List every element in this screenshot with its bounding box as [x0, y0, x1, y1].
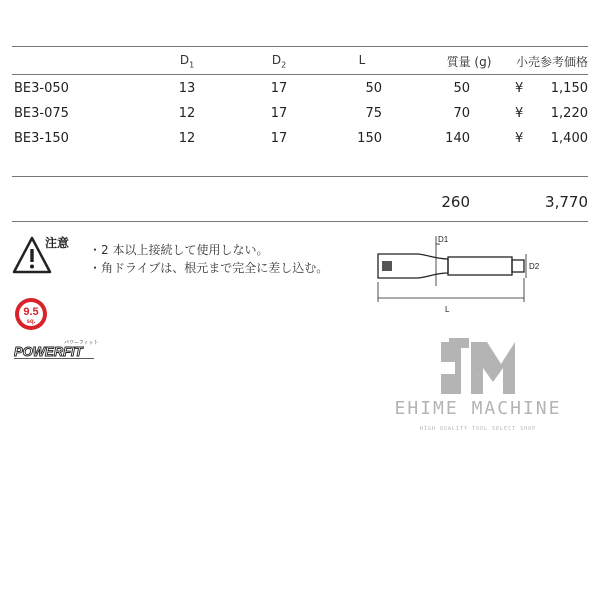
caution-note: ・角ドライブは、根元まで完全に差し込む。 [89, 261, 329, 275]
brand-name: EHIME MACHINE [394, 398, 562, 419]
model-cell: BE3-150 [14, 131, 69, 146]
model-cell: BE3-075 [14, 106, 69, 121]
length-cell: 50 [365, 81, 382, 96]
weight-cell: 140 [445, 131, 470, 146]
table-row [12, 104, 588, 126]
d1-cell: 12 [178, 106, 196, 121]
d1-cell: 13 [178, 81, 196, 96]
table-row [12, 79, 588, 101]
d2-cell: 17 [270, 106, 288, 121]
yen-sign: ¥ [515, 81, 524, 96]
table-row [12, 129, 588, 151]
caution-title: 注意 [45, 236, 70, 250]
table-total-rule [12, 221, 588, 222]
brand-tagline: HIGH QUALITY TOOL SELECT SHOP [419, 426, 537, 432]
d2-cell: 17 [270, 131, 288, 146]
powerfit-wordmark: POWERFIT [14, 344, 83, 359]
powerfit-kana: パワーフィット [64, 340, 98, 346]
total-price: 3,770 [545, 193, 588, 211]
price-cell: 1,400 [550, 131, 588, 146]
header-d2: $D_2$ [271, 53, 287, 70]
d1-cell: 12 [178, 131, 196, 146]
diagram-d2-label: D2 [529, 262, 540, 271]
table-body-rule [12, 176, 588, 177]
caution-block [12, 234, 352, 284]
size-unit: sq. [26, 319, 36, 325]
total-weight: 260 [441, 193, 470, 211]
d2-cell: 17 [270, 81, 288, 96]
caution-note: ・2 本以上接続して使用しない。 [89, 243, 269, 257]
diagram-d1-label: D1 [438, 235, 449, 244]
table-top-rule [12, 46, 588, 47]
price-cell: 1,150 [550, 81, 588, 96]
yen-sign: ¥ [515, 106, 524, 121]
header-price: 小売参考価格 [515, 55, 588, 69]
extension-bar-diagram [370, 226, 550, 322]
weight-cell: 70 [453, 106, 470, 121]
header-d1: $D_1$ [179, 53, 195, 70]
table-header-rule [12, 74, 588, 75]
price-cell: 1,220 [550, 106, 588, 121]
monogram-letters: EM [477, 376, 479, 377]
drive-size-badge [14, 297, 48, 331]
diagram-length-label: L [445, 305, 450, 314]
weight-cell: 50 [453, 81, 470, 96]
length-cell: 75 [365, 106, 382, 121]
header-weight: 質量 (g) [446, 55, 492, 69]
size-value: 9.5 [23, 306, 39, 318]
brand-logo [385, 338, 571, 442]
model-cell: BE3-050 [14, 81, 69, 96]
length-cell: 150 [357, 131, 382, 146]
em-monogram [385, 338, 571, 396]
powerfit-logo [14, 338, 98, 360]
yen-sign: ¥ [515, 131, 524, 146]
header-length: L [358, 53, 366, 67]
